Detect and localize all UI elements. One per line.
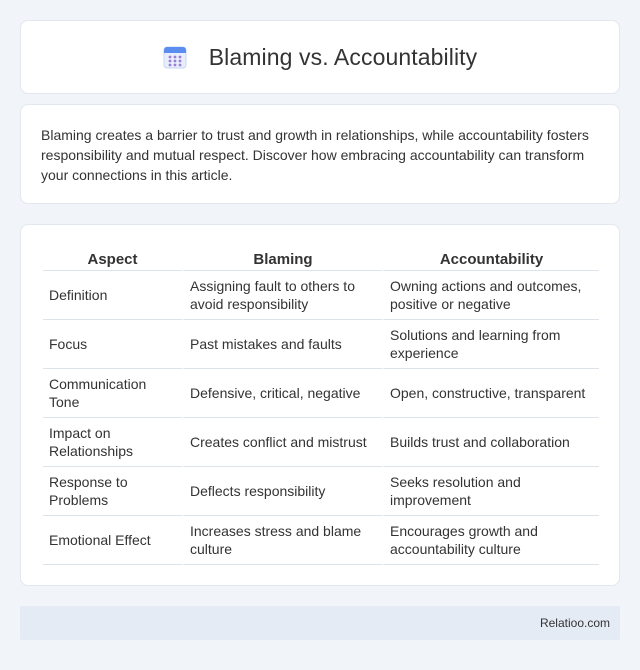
- table-cell: Solutions and learning from experience: [382, 320, 599, 369]
- table-header-row: [43, 245, 599, 271]
- table-cell: Seeks resolution and improvement: [382, 467, 599, 516]
- table-cell: Past mistakes and faults: [182, 320, 382, 369]
- intro-card: [20, 104, 620, 204]
- footer: [20, 606, 620, 640]
- calendar-icon: [163, 45, 187, 69]
- table-cell: Owning actions and outcomes, positive or negative: [382, 271, 599, 320]
- table-row: [43, 418, 599, 467]
- table-row: [43, 271, 599, 320]
- table-cell: Increases stress and blame culture: [182, 516, 382, 565]
- table-cell: Encourages growth and accountability culture: [382, 516, 599, 565]
- table-cell: Builds trust and collaboration: [382, 418, 599, 467]
- page-title: Blaming vs. Accountability: [208, 43, 478, 70]
- table-row: [43, 467, 599, 516]
- footer-brand-link[interactable]: Relatioo.com: [539, 616, 610, 630]
- table-cell: Communication Tone: [43, 369, 182, 418]
- column-header-aspect: Aspect: [43, 245, 182, 271]
- comparison-table: [43, 245, 599, 565]
- comparison-table-card: [20, 224, 620, 586]
- column-header-accountability: Accountability: [382, 245, 599, 271]
- table-cell: Deflects responsibility: [182, 467, 382, 516]
- table-cell: Response to Problems: [43, 467, 182, 516]
- table-cell: Focus: [43, 320, 182, 369]
- intro-text: Blaming creates a barrier to trust and growth in relationships, while accountability fosters responsibility and mutual respect. Discover how embracing accountability can transform your connections in this article.: [41, 127, 589, 183]
- table-cell: Open, constructive, transparent: [382, 369, 599, 418]
- table-cell: Assigning fault to others to avoid responsibility: [182, 271, 382, 320]
- table-cell: Defensive, critical, negative: [182, 369, 382, 418]
- table-cell: Impact on Relationships: [43, 418, 182, 467]
- table-cell: Emotional Effect: [43, 516, 182, 565]
- table-row: [43, 369, 599, 418]
- table-cell: Creates conflict and mistrust: [182, 418, 382, 467]
- table-row: [43, 320, 599, 369]
- table-row: [43, 516, 599, 565]
- table-cell: Definition: [43, 271, 182, 320]
- title-card: [20, 20, 620, 94]
- column-header-blaming: Blaming: [182, 245, 382, 271]
